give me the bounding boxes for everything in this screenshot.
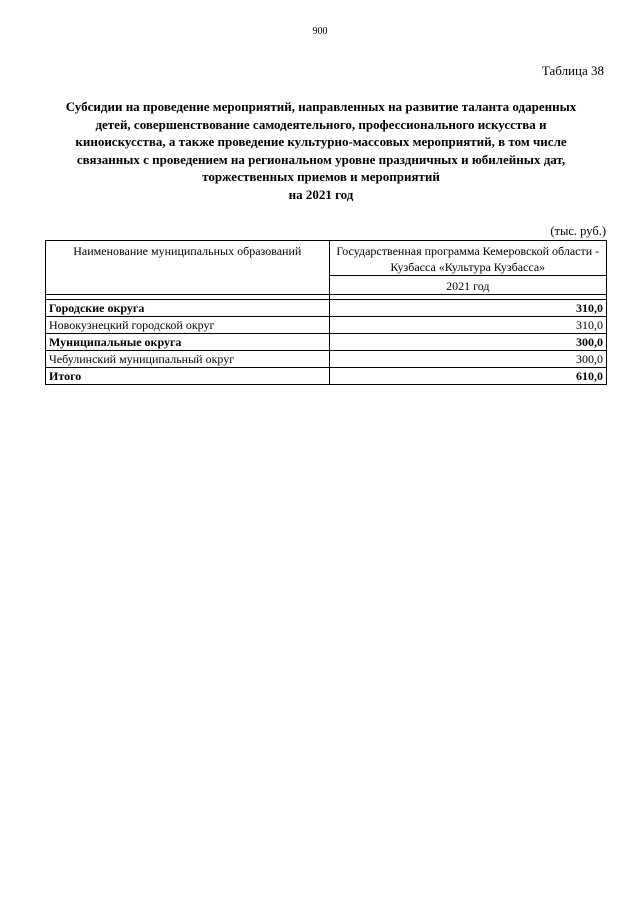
title-line: детей, совершенствование самодеятельного, профессионального искусства и [95, 116, 547, 132]
subsidies-table [45, 240, 607, 385]
row-name: Чебулинский муниципальный округ [46, 351, 330, 368]
units-label: (тыс. руб.) [550, 224, 606, 238]
header-year: 2021 год [329, 276, 606, 295]
row-value: 310,0 [329, 300, 606, 317]
title-line: на 2021 год [288, 186, 354, 202]
table-label: Таблица 38 [541, 63, 604, 78]
header-program: Государственная программа Кемеровской области - Кузбасса «Культура Кузбасса» [329, 241, 606, 276]
row-value: 300,0 [329, 351, 606, 368]
table-row [46, 351, 607, 368]
document-title [36, 98, 606, 203]
row-name: Муниципальные округа [46, 334, 330, 351]
row-name: Итого [46, 368, 330, 385]
title-line: торжественных приемов и мероприятий [202, 169, 440, 184]
row-value: 300,0 [329, 334, 606, 351]
table-row-total [46, 368, 607, 385]
title-line: связанных с проведением на региональном уровне праздничных и юбилейных дат, [76, 151, 566, 167]
title-line: киноискусства, а также проведение культурно-массовых мероприятий, в том числе [75, 134, 567, 149]
page-number: 900 [312, 26, 328, 37]
table-row [46, 334, 607, 351]
row-name: Новокузнецкий городской округ [46, 317, 330, 334]
header-municipality: Наименование муниципальных образований [46, 241, 330, 295]
table-row [46, 300, 607, 317]
row-name: Городские округа [46, 300, 330, 317]
row-value: 610,0 [329, 368, 606, 385]
row-value: 310,0 [329, 317, 606, 334]
title-line: Субсидии на проведение мероприятий, направленных на развитие таланта одаренных [65, 99, 577, 114]
table-row [46, 317, 607, 334]
